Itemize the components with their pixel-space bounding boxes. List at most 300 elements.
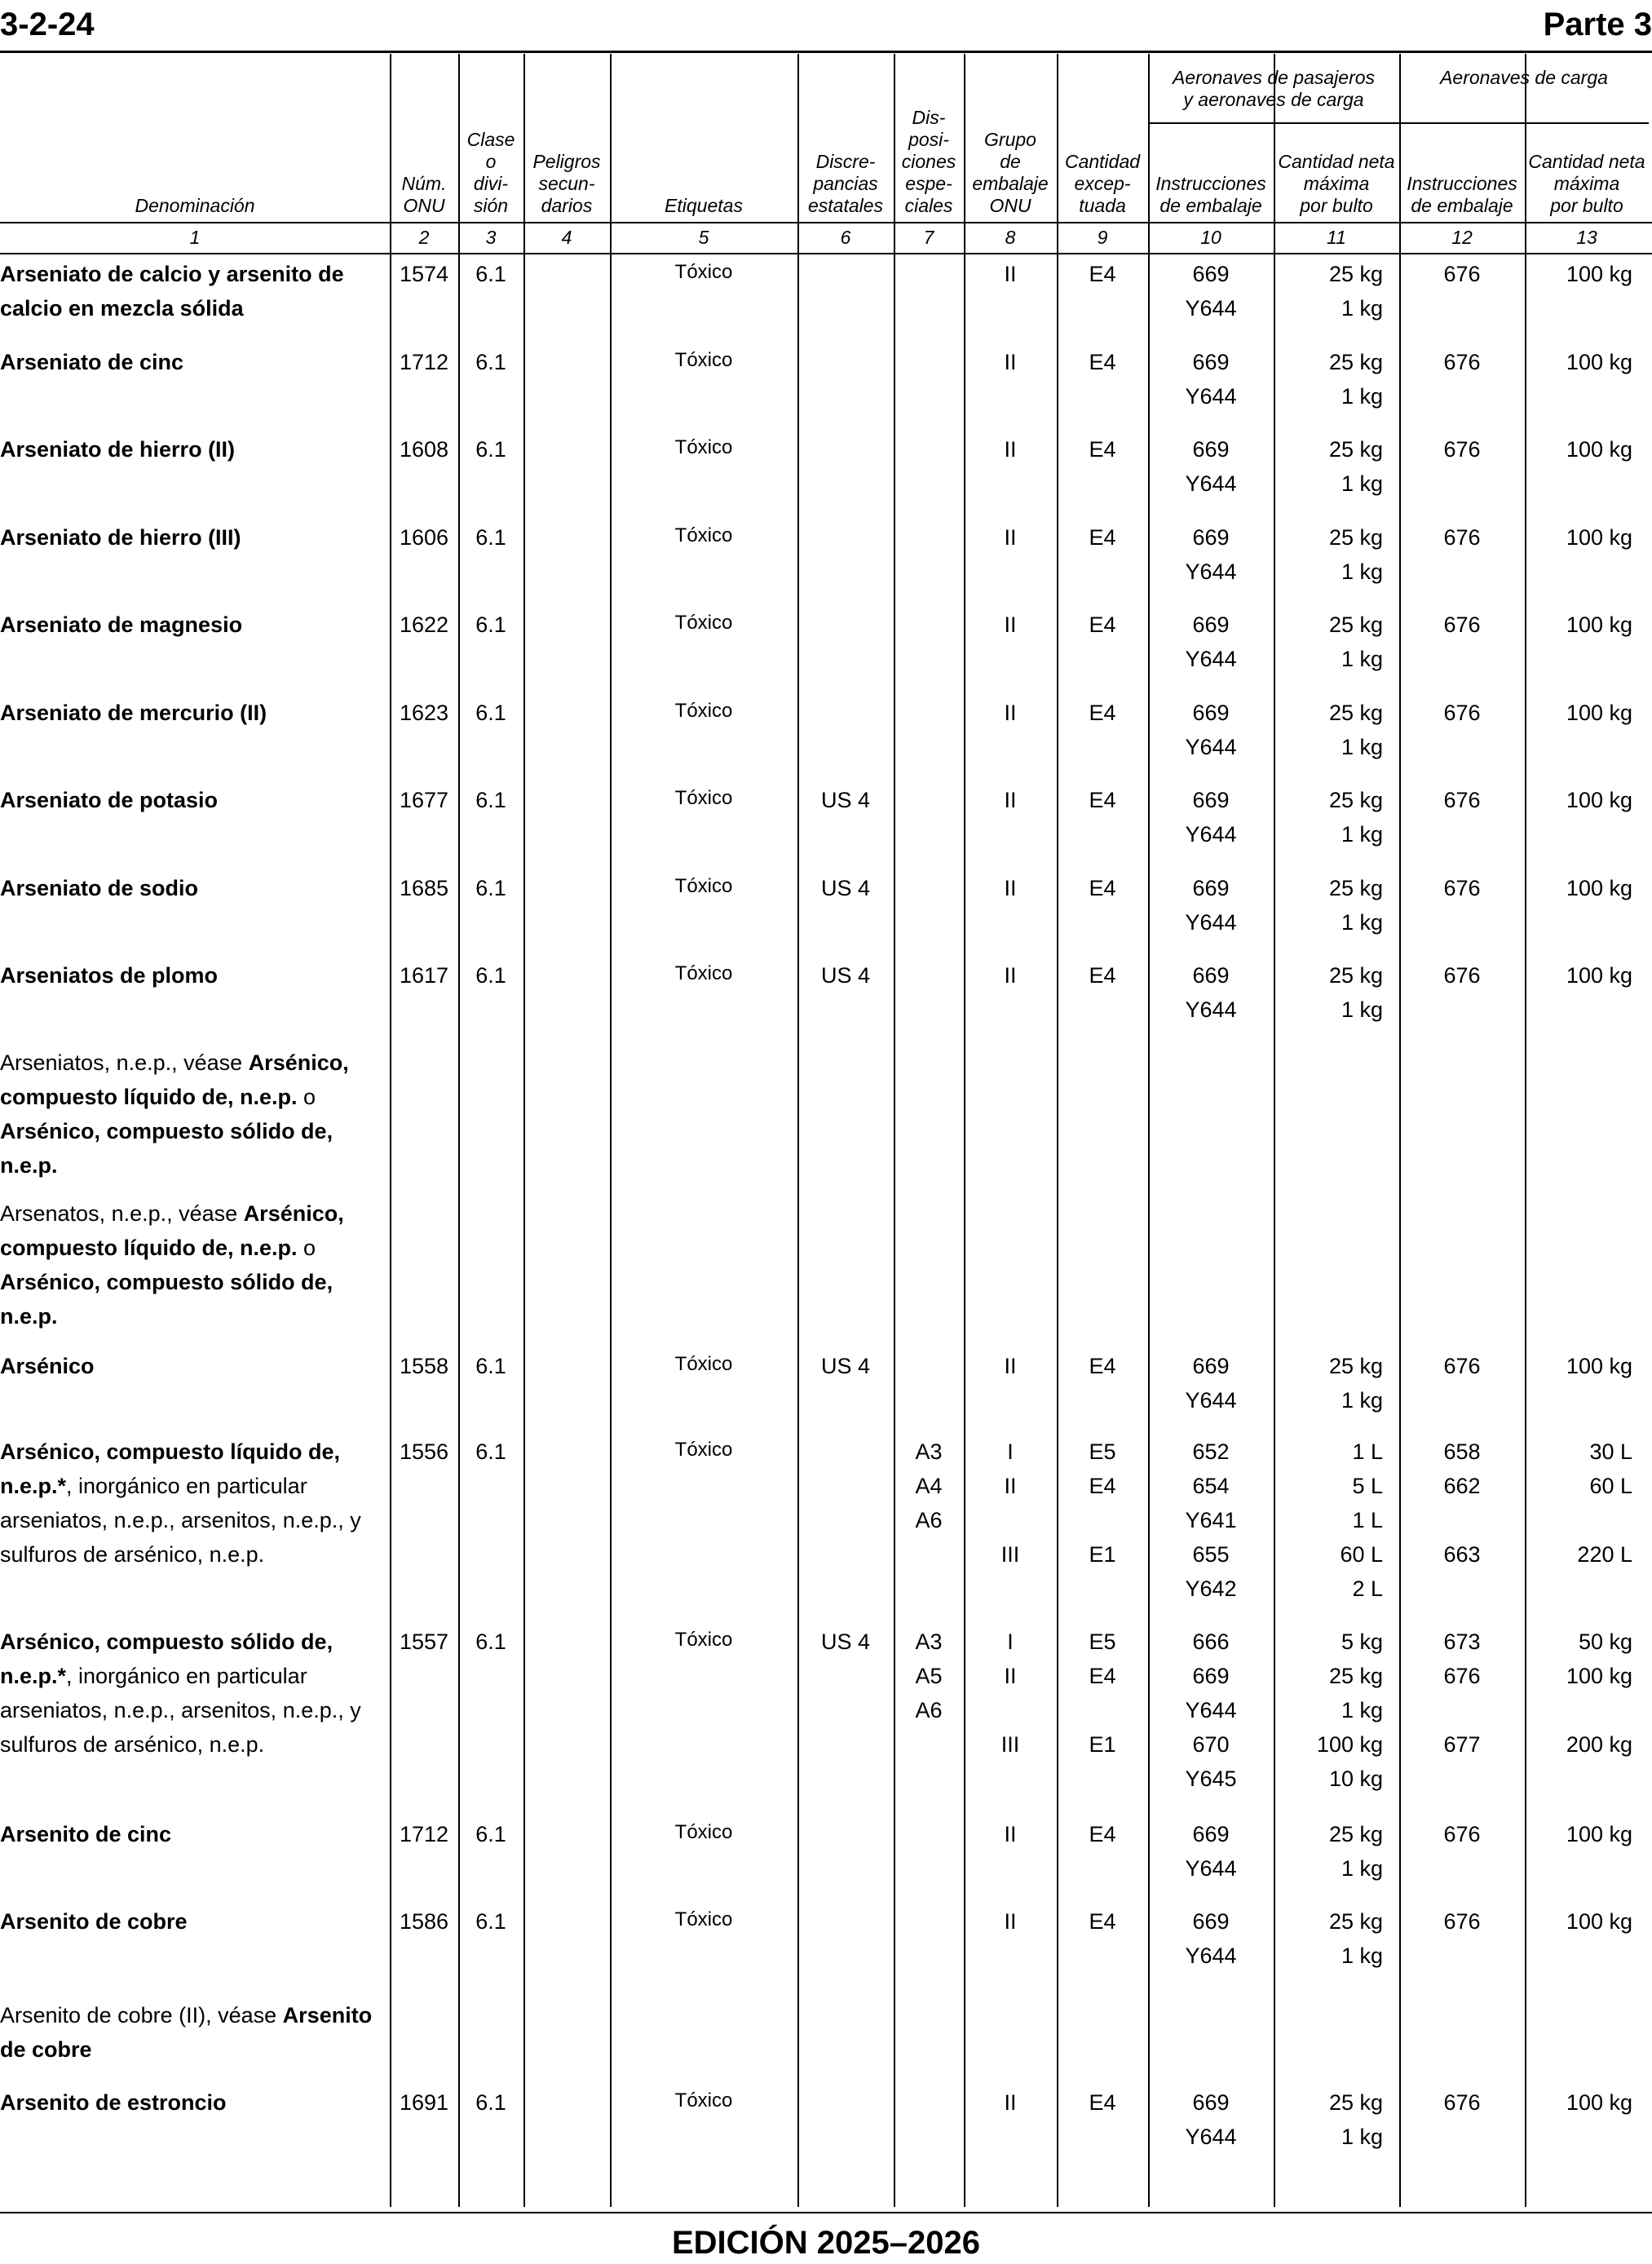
entry-name — [0, 608, 383, 642]
un-number: 1574 — [399, 262, 449, 286]
cargo-packing-instruction — [1399, 1625, 1525, 1762]
entry-name-line — [0, 1469, 383, 1503]
class-division: 6.1 — [475, 963, 506, 988]
packing-group-value: II — [1004, 701, 1017, 725]
column-header-line: por bulto — [1550, 195, 1623, 216]
un-number: 1586 — [399, 1909, 449, 1934]
class-division: 6.1 — [475, 788, 506, 812]
passenger-max-quantity-value: 5 L — [1352, 1474, 1383, 1498]
class-division: 6.1 — [475, 2090, 506, 2115]
excepted-quantity — [1057, 1349, 1148, 1383]
entry-name — [0, 2085, 383, 2120]
cargo-packing-instruction-value: 676 — [1443, 876, 1481, 900]
column-header-3 — [458, 129, 523, 217]
passenger-max-quantity-value: 1 kg — [1341, 384, 1383, 409]
passenger-packing-instruction-value: Y644 — [1185, 1698, 1237, 1722]
excepted-quantity-value: E1 — [1089, 1542, 1116, 1567]
packing-group — [964, 1625, 1057, 1762]
entry-name-bold: Arseniato de mercurio (II) — [0, 701, 267, 725]
label-text: Tóxico — [674, 787, 733, 809]
special-provision — [894, 1625, 964, 1727]
class-division: 6.1 — [475, 437, 506, 462]
entry-name-text: arseniatos, n.e.p., arsenitos, n.e.p., y — [0, 1508, 361, 1532]
entry-name-line — [0, 345, 383, 379]
cargo-max-quantity — [1525, 608, 1649, 642]
excepted-quantity — [1057, 1625, 1148, 1762]
entry-name — [0, 1349, 383, 1383]
entry-name-bold: Arseniato de magnesio — [0, 612, 243, 637]
column-header-7 — [894, 107, 964, 217]
passenger-packing-instruction-value: 655 — [1192, 1542, 1230, 1567]
column-header-line: darios — [541, 195, 593, 216]
column-header-line: Instrucciones — [1407, 173, 1517, 194]
packing-group — [964, 1904, 1057, 1939]
packing-group — [964, 432, 1057, 467]
passenger-packing-instruction — [1148, 783, 1274, 851]
passenger-max-quantity — [1274, 1435, 1399, 1606]
passenger-packing-instruction-value: 669 — [1192, 876, 1230, 900]
label-text: Tóxico — [674, 1353, 733, 1375]
passenger-max-quantity-value: 25 kg — [1328, 1354, 1383, 1378]
passenger-max-quantity — [1274, 432, 1399, 501]
passenger-packing-instruction-value: 669 — [1192, 350, 1230, 374]
entry-name-line — [0, 958, 383, 993]
excepted-quantity-value: E4 — [1089, 1909, 1116, 1934]
packing-group-value: II — [1004, 612, 1017, 637]
passenger-max-quantity-value: 25 kg — [1328, 701, 1383, 725]
label-text: Tóxico — [674, 962, 733, 984]
entry-name-bold: compuesto líquido de, n.e.p. — [0, 1085, 298, 1109]
cargo-packing-instruction-value: 676 — [1443, 701, 1481, 725]
passenger-packing-instruction — [1148, 1904, 1274, 1973]
column-header-line: de embalaje — [1411, 195, 1513, 216]
passenger-packing-instruction-value: Y644 — [1185, 1388, 1237, 1413]
passenger-max-quantity — [1274, 345, 1399, 413]
passenger-max-quantity — [1274, 783, 1399, 851]
passenger-max-quantity-value: 1 kg — [1341, 1943, 1383, 1968]
passenger-packing-instruction-value: 669 — [1192, 1354, 1230, 1378]
edition-footer: EDICIÓN 2025–2026 — [671, 2225, 980, 2261]
entry-name-bold: Arsénico, compuesto sólido de, — [0, 1629, 333, 1654]
packing-group-value: III — [1000, 1542, 1020, 1567]
column-header-11 — [1274, 151, 1399, 217]
cargo-max-quantity-value: 100 kg — [1566, 1664, 1632, 1688]
passenger-max-quantity — [1274, 608, 1399, 676]
cargo-packing-instruction — [1399, 958, 1525, 993]
entry-name-line — [0, 1196, 383, 1231]
cargo-packing-instruction — [1399, 1435, 1525, 1572]
column-number-3: 3 — [485, 227, 497, 248]
packing-group — [964, 345, 1057, 379]
header-rule — [0, 51, 1652, 53]
state-variation — [797, 1625, 894, 1659]
cargo-packing-instruction-value: 676 — [1443, 437, 1481, 462]
un-number: 1557 — [399, 1629, 449, 1654]
passenger-packing-instruction-value: Y644 — [1185, 559, 1237, 584]
passenger-packing-instruction-value: Y644 — [1185, 296, 1237, 321]
cargo-max-quantity — [1525, 345, 1649, 379]
passenger-max-quantity-value: 1 kg — [1341, 296, 1383, 321]
cargo-max-quantity — [1525, 958, 1649, 993]
cargo-max-quantity-value: 200 kg — [1566, 1732, 1632, 1757]
entry-name-bold: Arsenito de estroncio — [0, 2090, 227, 2115]
cargo-packing-instruction-value — [1399, 1693, 1525, 1727]
entry-name-text: , inorgánico en particular — [66, 1474, 307, 1498]
un-number: 1623 — [399, 701, 449, 725]
entry-name — [0, 958, 383, 993]
column-number-12: 12 — [1451, 227, 1473, 248]
column-header-line: embalaje — [972, 173, 1049, 194]
cargo-max-quantity-value: 50 kg — [1578, 1629, 1632, 1654]
cargo-max-quantity-value: 100 kg — [1566, 2090, 1632, 2115]
part-label: Parte 3 — [1543, 7, 1652, 42]
state-variation — [797, 783, 894, 817]
excepted-quantity-value: E4 — [1089, 1822, 1116, 1846]
cargo-packing-instruction — [1399, 1817, 1525, 1851]
passenger-packing-instruction — [1148, 2085, 1274, 2154]
entry-name — [0, 1998, 383, 2067]
cargo-packing-instruction — [1399, 2085, 1525, 2120]
column-header-6 — [797, 151, 894, 217]
cargo-packing-instruction-value: 662 — [1443, 1474, 1481, 1498]
excepted-quantity-value: E4 — [1089, 350, 1116, 374]
cargo-max-quantity — [1525, 1349, 1649, 1383]
column-header-12 — [1399, 173, 1525, 217]
packing-group-value: II — [1004, 2090, 1017, 2115]
column-number-8: 8 — [1005, 227, 1016, 248]
excepted-quantity-value: E4 — [1089, 612, 1116, 637]
entry-name-line — [0, 1231, 383, 1265]
packing-group-value: II — [1004, 1354, 1017, 1378]
column-header-2 — [390, 173, 458, 217]
entry-name-bold: Arseniato de calcio y arsenito de — [0, 262, 344, 286]
entry-name — [0, 1196, 383, 1333]
passenger-max-quantity — [1274, 1904, 1399, 1973]
column-header-13 — [1525, 151, 1649, 217]
entry-name-line — [0, 1659, 383, 1693]
column-header-line: ONU — [403, 195, 445, 216]
entry-name-line — [0, 1727, 383, 1762]
entry-name-bold: Arsenito — [282, 2003, 373, 2027]
passenger-max-quantity-value: 5 kg — [1341, 1629, 1383, 1654]
excepted-quantity-value: E4 — [1089, 1664, 1116, 1688]
page-header — [0, 0, 1652, 52]
column-header-line: espe- — [905, 173, 952, 194]
cargo-packing-instruction-value: 673 — [1443, 1629, 1481, 1654]
column-header-1 — [0, 195, 390, 217]
cargo-packing-instruction-value: 676 — [1443, 612, 1481, 637]
passenger-packing-instruction-value: 669 — [1192, 788, 1230, 812]
un-number: 1712 — [399, 1822, 449, 1846]
passenger-max-quantity-value: 1 kg — [1341, 559, 1383, 584]
entry-name-text: Arseniatos, n.e.p., véase — [0, 1050, 249, 1075]
passenger-max-quantity — [1274, 1625, 1399, 1796]
label-text: Tóxico — [674, 612, 733, 634]
passenger-packing-instruction-value: 669 — [1192, 525, 1230, 550]
packing-group — [964, 1349, 1057, 1383]
state-variation — [797, 1349, 894, 1383]
packing-group — [964, 2085, 1057, 2120]
passenger-max-quantity-value: 1 kg — [1341, 822, 1383, 847]
passenger-max-quantity-value: 1 kg — [1341, 647, 1383, 671]
passenger-packing-instruction-value: Y644 — [1185, 997, 1237, 1022]
packing-group-value: II — [1004, 525, 1017, 550]
class-division: 6.1 — [475, 1822, 506, 1846]
un-number: 1617 — [399, 963, 449, 988]
cargo-packing-instruction — [1399, 257, 1525, 291]
passenger-max-quantity-value: 25 kg — [1328, 525, 1383, 550]
passenger-max-quantity-value: 25 kg — [1328, 788, 1383, 812]
entry-name-line — [0, 871, 383, 905]
entry-name-bold: Arsénico, — [243, 1201, 344, 1226]
excepted-quantity-value: E4 — [1089, 963, 1116, 988]
column-number-9: 9 — [1097, 227, 1108, 248]
cargo-max-quantity-value — [1525, 1503, 1649, 1537]
excepted-quantity-value: E4 — [1089, 701, 1116, 725]
entry-name — [0, 783, 383, 817]
special-provision-value: A6 — [915, 1508, 943, 1532]
cargo-max-quantity-value: 100 kg — [1566, 701, 1632, 725]
excepted-quantity-value: E4 — [1089, 525, 1116, 550]
cargo-packing-instruction-value: 676 — [1443, 1664, 1481, 1688]
entry-name-line — [0, 1503, 383, 1537]
passenger-packing-instruction-value: 669 — [1192, 1664, 1230, 1688]
cargo-max-quantity — [1525, 871, 1649, 905]
column-header-8 — [964, 129, 1057, 217]
column-header-line: excep- — [1074, 173, 1131, 194]
label-text: Tóxico — [674, 1908, 733, 1930]
page-number: 3-2-24 — [0, 7, 95, 42]
column-header-line: ciones — [901, 151, 956, 172]
cargo-max-quantity-value: 100 kg — [1566, 1822, 1632, 1846]
passenger-packing-instruction-value: 669 — [1192, 1822, 1230, 1846]
passenger-packing-instruction-value: Y644 — [1185, 822, 1237, 847]
packing-group-value — [964, 1693, 1057, 1727]
excepted-quantity-value: E1 — [1089, 1732, 1116, 1757]
un-number: 1677 — [399, 788, 449, 812]
packing-group-value: II — [1004, 350, 1017, 374]
class-division: 6.1 — [475, 262, 506, 286]
packing-group — [964, 783, 1057, 817]
column-header-line: por bulto — [1300, 195, 1373, 216]
cargo-packing-instruction — [1399, 696, 1525, 730]
entry-name-bold: n.e.p.* — [0, 1664, 67, 1688]
state-variation-value: US 4 — [820, 876, 871, 900]
cargo-packing-instruction-value: 677 — [1443, 1732, 1481, 1757]
entry-name-bold: Arsenito de cinc — [0, 1822, 172, 1846]
passenger-packing-instruction-value: 669 — [1192, 612, 1230, 637]
cargo-max-quantity-value: 100 kg — [1566, 876, 1632, 900]
label-text: Tóxico — [674, 524, 733, 546]
cargo-packing-instruction — [1399, 1349, 1525, 1383]
passenger-packing-instruction — [1148, 345, 1274, 413]
passenger-packing-instruction-value: Y645 — [1185, 1767, 1237, 1791]
excepted-quantity-value: E4 — [1089, 876, 1116, 900]
entry-name-bold: calcio en mezcla sólida — [0, 296, 244, 321]
cargo-max-quantity-value: 100 kg — [1566, 788, 1632, 812]
column-header-line: tuada — [1079, 195, 1126, 216]
column-header-line: Dis- — [912, 107, 946, 128]
entry-name-bold: Arseniato de cinc — [0, 350, 184, 374]
entry-name-line — [0, 1817, 383, 1851]
cargo-packing-instruction-value: 676 — [1443, 1909, 1481, 1934]
packing-group — [964, 257, 1057, 291]
column-header-line: Etiquetas — [665, 195, 743, 216]
packing-group — [964, 958, 1057, 993]
passenger-packing-instruction-value: Y642 — [1185, 1576, 1237, 1601]
entry-name-line — [0, 2085, 383, 2120]
packing-group-value: II — [1004, 262, 1017, 286]
column-header-5 — [610, 195, 797, 217]
column-header-line: Grupo — [984, 129, 1036, 150]
class-division: 6.1 — [475, 1629, 506, 1654]
column-number-rule — [0, 253, 1652, 254]
class-division: 6.1 — [475, 1354, 506, 1378]
entry-name — [0, 1817, 383, 1851]
entry-name-text: Arsenatos, n.e.p., véase — [0, 1201, 244, 1226]
passenger-packing-instruction-value: 669 — [1192, 701, 1230, 725]
cargo-max-quantity-value — [1525, 1693, 1649, 1727]
passenger-max-quantity-value: 1 kg — [1341, 997, 1383, 1022]
passenger-max-quantity-value: 1 kg — [1341, 910, 1383, 935]
footer-rule — [0, 2212, 1652, 2213]
passenger-packing-instruction-value: 670 — [1192, 1732, 1230, 1757]
entry-name-bold: Arseniato de hierro (II) — [0, 437, 236, 462]
excepted-quantity-value: E5 — [1089, 1629, 1116, 1654]
un-number: 1685 — [399, 876, 449, 900]
cargo-max-quantity-value: 100 kg — [1566, 262, 1632, 286]
entry-name-line — [0, 1998, 383, 2032]
special-provision-value: A3 — [915, 1629, 943, 1654]
cargo-packing-instruction-value: 663 — [1443, 1542, 1481, 1567]
cargo-max-quantity — [1525, 257, 1649, 291]
entry-name-line — [0, 1349, 383, 1383]
passenger-max-quantity — [1274, 958, 1399, 1027]
entry-name-bold: de cobre — [0, 2037, 92, 2062]
passenger-max-quantity-value: 1 kg — [1341, 1698, 1383, 1722]
passenger-max-quantity — [1274, 1349, 1399, 1417]
entry-name — [0, 1625, 383, 1762]
excepted-quantity-value: E4 — [1089, 2090, 1116, 2115]
excepted-quantity-value: E4 — [1089, 1354, 1116, 1378]
passenger-max-quantity — [1274, 2085, 1399, 2154]
passenger-max-quantity-value: 1 kg — [1341, 471, 1383, 496]
entry-name — [0, 1904, 383, 1939]
excepted-quantity-value — [1057, 1503, 1148, 1537]
packing-group-value — [964, 1503, 1057, 1537]
excepted-quantity — [1057, 520, 1148, 555]
entry-name — [0, 696, 383, 730]
column-header-line: secun- — [538, 173, 595, 194]
passenger-packing-instruction-value: Y644 — [1185, 1856, 1237, 1881]
passenger-packing-instruction — [1148, 696, 1274, 764]
column-number-10: 10 — [1200, 227, 1221, 248]
passenger-packing-instruction — [1148, 432, 1274, 501]
passenger-packing-instruction — [1148, 1817, 1274, 1886]
column-header-line: Peligros — [532, 151, 601, 172]
column-number-13: 13 — [1576, 227, 1597, 248]
excepted-quantity — [1057, 257, 1148, 291]
entry-name-line — [0, 520, 383, 555]
passenger-packing-instruction-value: Y644 — [1185, 647, 1237, 671]
packing-group — [964, 1817, 1057, 1851]
label-text: Tóxico — [674, 2089, 733, 2111]
packing-group — [964, 520, 1057, 555]
label-text: Tóxico — [674, 1439, 733, 1461]
excepted-quantity-value: E4 — [1089, 262, 1116, 286]
entry-name-text: o — [297, 1085, 316, 1109]
passenger-packing-instruction-value: Y644 — [1185, 2125, 1237, 2149]
cargo-packing-instruction — [1399, 871, 1525, 905]
passenger-max-quantity-value: 25 kg — [1328, 876, 1383, 900]
cargo-max-quantity-value: 100 kg — [1566, 1354, 1632, 1378]
group-header-passenger-line: y aeronaves de carga — [1183, 89, 1364, 110]
state-variation-value: US 4 — [820, 1629, 871, 1654]
group-header-passenger — [1148, 67, 1399, 111]
passenger-max-quantity — [1274, 1817, 1399, 1886]
cargo-max-quantity-value: 100 kg — [1566, 350, 1632, 374]
column-number-1: 1 — [189, 227, 201, 248]
state-variation — [797, 871, 894, 905]
cargo-max-quantity — [1525, 783, 1649, 817]
special-provision-value: A4 — [915, 1474, 943, 1498]
entry-name — [0, 1046, 383, 1183]
entry-name-line — [0, 432, 383, 467]
entry-name-line — [0, 1435, 383, 1469]
entry-name-bold: Arseniato de hierro (III) — [0, 525, 241, 550]
cargo-packing-instruction — [1399, 783, 1525, 817]
entry-name-text: sulfuros de arsénico, n.e.p. — [0, 1542, 265, 1567]
label-text: Tóxico — [674, 700, 733, 722]
packing-group-value: II — [1004, 1474, 1017, 1498]
column-header-line: máxima — [1553, 173, 1620, 194]
entry-name — [0, 257, 383, 325]
entry-name — [0, 432, 383, 467]
group-header-passenger-line: Aeronaves de pasajeros — [1172, 67, 1376, 88]
passenger-max-quantity-value: 25 kg — [1328, 612, 1383, 637]
cargo-max-quantity-value: 100 kg — [1566, 525, 1632, 550]
cargo-packing-instruction — [1399, 432, 1525, 467]
passenger-max-quantity — [1274, 696, 1399, 764]
passenger-packing-instruction — [1148, 608, 1274, 676]
column-number-5: 5 — [698, 227, 709, 248]
passenger-max-quantity-value: 1 L — [1352, 1508, 1383, 1532]
header-bottom-rule — [0, 222, 1652, 223]
passenger-packing-instruction-value: Y644 — [1185, 471, 1237, 496]
excepted-quantity — [1057, 432, 1148, 467]
cargo-max-quantity — [1525, 1435, 1649, 1572]
entry-name-bold: Arsénico, compuesto sólido de, — [0, 1270, 333, 1294]
passenger-max-quantity-value: 100 kg — [1316, 1732, 1383, 1757]
cargo-packing-instruction-value: 676 — [1443, 963, 1481, 988]
entry-name-line — [0, 1265, 383, 1299]
entry-name-line — [0, 1148, 383, 1183]
excepted-quantity-value — [1057, 1693, 1148, 1727]
entry-name-bold: n.e.p. — [0, 1153, 58, 1178]
cargo-max-quantity — [1525, 1625, 1649, 1762]
entry-name-text: , inorgánico en particular — [66, 1664, 307, 1688]
cargo-max-quantity — [1525, 1904, 1649, 1939]
cargo-max-quantity-value: 30 L — [1589, 1439, 1632, 1464]
passenger-max-quantity-value: 1 kg — [1341, 1856, 1383, 1881]
passenger-max-quantity — [1274, 257, 1399, 325]
passenger-max-quantity-value: 25 kg — [1328, 1664, 1383, 1688]
passenger-packing-instruction-value: Y641 — [1185, 1508, 1237, 1532]
passenger-max-quantity-value: 25 kg — [1328, 2090, 1383, 2115]
cargo-packing-instruction — [1399, 608, 1525, 642]
excepted-quantity-value: E4 — [1089, 437, 1116, 462]
excepted-quantity — [1057, 1435, 1148, 1572]
